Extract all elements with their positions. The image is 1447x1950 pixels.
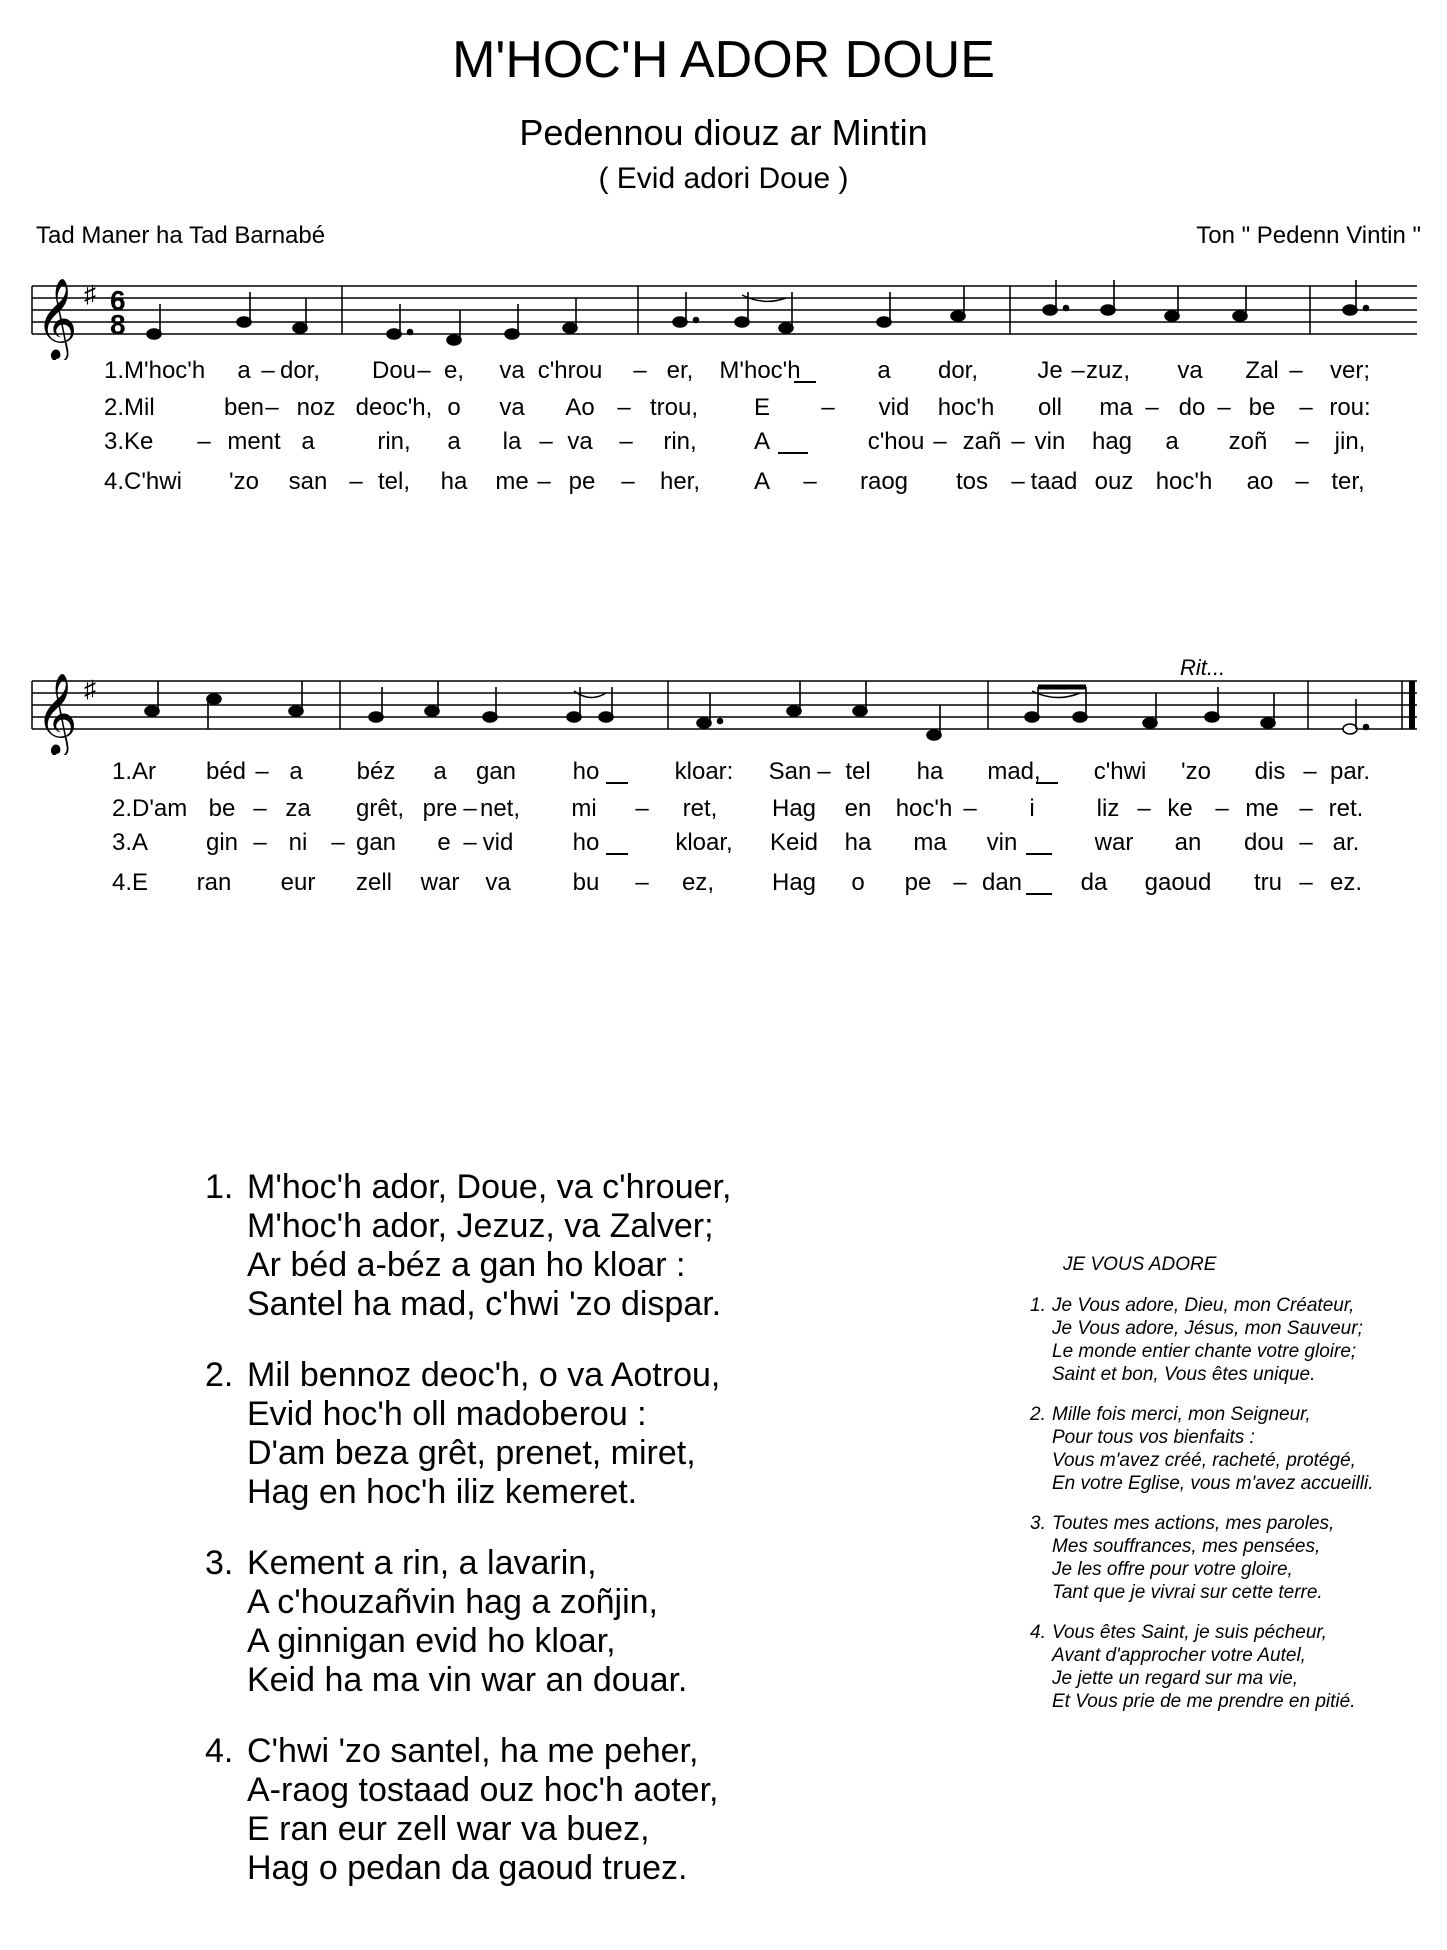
verse-line: Je Vous adore, Jésus, mon Sauveur; bbox=[1052, 1318, 1363, 1339]
note bbox=[483, 712, 497, 722]
lyric-syllable: ez. bbox=[1329, 869, 1363, 896]
lyric-syllable: tru bbox=[1253, 869, 1283, 896]
note bbox=[369, 712, 383, 722]
french-verse-1 bbox=[1030, 1294, 1374, 1386]
lyric-syllable: hag bbox=[1091, 428, 1133, 455]
lyric-syllable: hoc'h bbox=[895, 795, 953, 822]
verse-line: Vous êtes Saint, je suis pécheur, bbox=[1052, 1622, 1327, 1643]
lyric-syllable: Dou bbox=[371, 357, 417, 384]
verse-line: Mille fois merci, mon Seigneur, bbox=[1052, 1404, 1311, 1425]
verse-line: Je les offre pour votre gloire, bbox=[1052, 1559, 1293, 1580]
lyric-syllable: gan bbox=[355, 829, 397, 856]
lyric-syllable: tel, bbox=[377, 468, 411, 495]
lyric-syllable: me bbox=[495, 468, 529, 495]
lyric-syllable: ha bbox=[916, 758, 944, 785]
verse-line: Santel ha mad, c'hwi 'zo dispar. bbox=[247, 1285, 722, 1323]
note bbox=[697, 718, 711, 728]
lyric-syllable: A bbox=[753, 468, 771, 495]
lyric-syllable: a bbox=[433, 758, 447, 785]
note bbox=[207, 694, 221, 704]
note bbox=[1233, 311, 1247, 321]
lyric-syllable: par. bbox=[1329, 758, 1371, 785]
verse-line: Mes souffrances, mes pensées, bbox=[1052, 1536, 1321, 1557]
lyric-syllable: be bbox=[208, 795, 236, 822]
lyric-syllable: pe bbox=[904, 869, 932, 896]
lyric-syllable: mi bbox=[571, 795, 597, 822]
lyric-syllable: vin bbox=[1034, 428, 1066, 455]
lyric-syllable: pre bbox=[422, 795, 458, 822]
lyric-syllable: Keid bbox=[769, 829, 819, 856]
note bbox=[387, 329, 401, 339]
lyric-syllable: zell bbox=[355, 869, 393, 896]
lyric-syllable: ran bbox=[196, 869, 232, 896]
lyric-syllable: do bbox=[1178, 394, 1206, 421]
verse-line: Je jette un regard sur ma vie, bbox=[1052, 1668, 1299, 1689]
lyric-syllable: vid bbox=[878, 394, 910, 421]
verse-number: 2. bbox=[205, 1356, 234, 1394]
breton-verse-2 bbox=[205, 1356, 731, 1512]
lyric-syllable: net, bbox=[479, 795, 521, 822]
lyric-syllable: 3.Ke bbox=[104, 428, 154, 455]
lyric-syllable: Ao bbox=[565, 394, 595, 421]
song-subtitle: Pedennou diouz ar Mintin bbox=[519, 112, 928, 153]
lyric-syllable: dor, bbox=[937, 357, 979, 384]
lyric-syllable: zuz, bbox=[1085, 357, 1131, 384]
verse-line: Vous m'avez créé, racheté, protégé, bbox=[1052, 1450, 1356, 1471]
key-signature-sharp-icon: ♯ bbox=[84, 281, 96, 308]
lyric-syllable: a bbox=[301, 428, 315, 455]
song-subtitle-secondary: ( Evid adori Doue ) bbox=[598, 162, 849, 195]
note bbox=[1073, 712, 1087, 722]
note bbox=[147, 329, 161, 339]
lyric-syllable: a bbox=[1165, 428, 1179, 455]
lyric-syllable: e, bbox=[443, 357, 465, 384]
lyric-syllable: Je bbox=[1037, 357, 1063, 384]
lyric-syllable: ment bbox=[227, 428, 281, 455]
lyric-syllable: a bbox=[447, 428, 461, 455]
lyric-syllable: rin, bbox=[663, 428, 697, 455]
note bbox=[289, 706, 303, 716]
lyric-syllable: en bbox=[844, 795, 872, 822]
lyric-syllable: va bbox=[567, 428, 593, 455]
note bbox=[1025, 712, 1039, 722]
lyric-syllable: san bbox=[288, 468, 328, 495]
lyric-syllable: jin, bbox=[1334, 428, 1366, 455]
note bbox=[1143, 718, 1157, 728]
lyric-syllable: an bbox=[1174, 829, 1202, 856]
verse-number: 3. bbox=[205, 1544, 234, 1582]
verse-number: 4. bbox=[205, 1732, 234, 1770]
lyric-syllable: zoñ bbox=[1228, 428, 1268, 455]
lyric-syllable: ni bbox=[288, 829, 308, 856]
lyric-syllable: ter, bbox=[1331, 468, 1365, 495]
lyric-syllable: kloar: bbox=[674, 758, 734, 785]
lyric-syllable: noz bbox=[296, 394, 336, 421]
lyric-syllable: vid bbox=[482, 829, 514, 856]
lyric-syllable: da bbox=[1080, 869, 1108, 896]
note bbox=[927, 730, 941, 740]
verse-number: 1. bbox=[1030, 1295, 1046, 1316]
lyric-syllable: A bbox=[753, 428, 771, 455]
note bbox=[563, 323, 577, 333]
lyric-syllable: 4.C'hwi bbox=[104, 468, 182, 495]
verse-line: Hag en hoc'h iliz kemeret. bbox=[247, 1473, 638, 1511]
lyric-syllable: ha bbox=[440, 468, 468, 495]
lyric-syllable: her, bbox=[659, 468, 701, 495]
note bbox=[1205, 712, 1219, 722]
note bbox=[853, 706, 867, 716]
note bbox=[599, 712, 613, 722]
breton-verse-3 bbox=[205, 1544, 731, 1700]
lyric-syllable: San bbox=[768, 758, 812, 785]
note bbox=[1043, 305, 1057, 315]
treble-clef-icon: 𝄞 bbox=[36, 279, 78, 357]
time-signature-top: 6 bbox=[110, 285, 126, 316]
lyric-syllable: ha bbox=[844, 829, 872, 856]
lyric-syllable: taad bbox=[1030, 468, 1078, 495]
lyric-syllable: a bbox=[237, 357, 251, 384]
breton-verses bbox=[205, 1168, 731, 1920]
verse-line: Keid ha ma vin war an douar. bbox=[247, 1661, 688, 1699]
lyric-syllable: 2.D'am bbox=[112, 795, 188, 822]
verse-line: D'am beza grêt, prenet, miret, bbox=[247, 1434, 696, 1472]
french-verse-2 bbox=[1030, 1403, 1374, 1495]
lyric-syllable: c'hwi bbox=[1093, 758, 1147, 785]
lyric-syllable: war bbox=[1094, 829, 1134, 856]
verse-line: Hag o pedan da gaoud truez. bbox=[247, 1849, 688, 1887]
verse-number: 4. bbox=[1030, 1622, 1046, 1643]
verse-line: Le monde entier chante votre gloire; bbox=[1052, 1341, 1357, 1362]
key-signature-sharp-icon: ♯ bbox=[84, 676, 96, 703]
french-verse-4 bbox=[1030, 1621, 1374, 1713]
lyric-syllable: 3.A bbox=[112, 829, 149, 856]
verse-line: A c'houzañvin hag a zoñjin, bbox=[247, 1583, 659, 1621]
lyric-syllable: tel bbox=[845, 758, 871, 785]
lyric-syllable: va bbox=[485, 869, 511, 896]
verse-line: Et Vous prie de me prendre en pitié. bbox=[1052, 1691, 1356, 1712]
lyric-syllable: dis bbox=[1254, 758, 1286, 785]
verse-line: Tant que je vivrai sur cette terre. bbox=[1052, 1582, 1323, 1603]
lyric-syllable: hoc'h bbox=[937, 394, 995, 421]
breton-verse-4 bbox=[205, 1732, 731, 1888]
note bbox=[1101, 305, 1115, 315]
lyric-syllable: c'hou bbox=[867, 428, 925, 455]
lyric-syllable: mad, bbox=[987, 758, 1041, 785]
lyric-syllable: kloar, bbox=[675, 829, 733, 856]
lyric-syllable: Hag bbox=[771, 795, 817, 822]
lyric-syllable: a bbox=[877, 357, 891, 384]
lyric-syllable: ben bbox=[223, 394, 265, 421]
lyric-syllable: raog bbox=[859, 468, 909, 495]
note bbox=[505, 329, 519, 339]
lyric-syllable: dan bbox=[981, 869, 1023, 896]
lyric-syllable: za bbox=[285, 795, 311, 822]
lyric-syllable: rou: bbox=[1329, 394, 1371, 421]
note bbox=[1261, 718, 1275, 728]
verse-number: 2. bbox=[1030, 1404, 1046, 1425]
lyric-syllable: hoc'h bbox=[1155, 468, 1213, 495]
note bbox=[951, 311, 965, 321]
lyric-syllable: trou, bbox=[649, 394, 699, 421]
verse-line: Evid hoc'h oll madoberou : bbox=[247, 1395, 647, 1433]
verse-line: M'hoc'h ador, Doue, va c'hrouer, bbox=[247, 1168, 732, 1206]
lyric-syllable: béz bbox=[356, 758, 396, 785]
verse-line: En votre Eglise, vous m'avez accueilli. bbox=[1052, 1473, 1374, 1494]
verse-line: Toutes mes actions, mes paroles, bbox=[1052, 1513, 1335, 1534]
verse-number: 3. bbox=[1030, 1513, 1046, 1534]
note bbox=[779, 323, 793, 333]
note bbox=[237, 317, 251, 327]
lyric-syllable: ver; bbox=[1329, 357, 1371, 384]
note bbox=[1165, 311, 1179, 321]
lyric-syllable: Zal bbox=[1245, 357, 1279, 384]
lyric-syllable: M'hoc'h bbox=[719, 357, 801, 384]
time-signature-bottom: 8 bbox=[110, 309, 126, 340]
note bbox=[293, 323, 307, 333]
lyric-syllable: va bbox=[499, 394, 525, 421]
french-translation bbox=[1030, 1254, 1374, 1730]
lyric-syllable: eur bbox=[280, 869, 316, 896]
lyric-syllable: c'hrou bbox=[537, 357, 603, 384]
staff-system-2 bbox=[0, 655, 1447, 755]
lyric-syllable: 'zo bbox=[1181, 758, 1211, 785]
note bbox=[735, 317, 749, 327]
lyric-syllable: war bbox=[420, 869, 460, 896]
verse-line: A ginnigan evid ho kloar, bbox=[247, 1622, 616, 1660]
lyric-syllable: oll bbox=[1037, 394, 1063, 421]
lyric-syllable: ke bbox=[1167, 795, 1193, 822]
lyric-syllable: me bbox=[1245, 795, 1279, 822]
lyric-syllable: ho bbox=[572, 829, 600, 856]
lyric-syllable: la bbox=[502, 428, 522, 455]
lyric-syllable: ma bbox=[913, 829, 947, 856]
translation-title: JE VOUS ADORE bbox=[1063, 1254, 1217, 1275]
ritardando-marking: Rit... bbox=[1180, 655, 1226, 680]
lyric-syllable: zañ bbox=[962, 428, 1002, 455]
lyric-syllable: va bbox=[1177, 357, 1203, 384]
lyric-syllable: gan bbox=[475, 758, 517, 785]
lyric-syllable: bu bbox=[572, 869, 600, 896]
verse-line: Ar béd a-béz a gan ho kloar : bbox=[247, 1246, 686, 1284]
lyric-syllable: ret. bbox=[1328, 795, 1364, 822]
note bbox=[447, 335, 461, 345]
note bbox=[1343, 305, 1357, 315]
verse-line: Mil bennoz deoc'h, o va Aotrou, bbox=[247, 1356, 721, 1394]
lyric-syllable: deoc'h, bbox=[355, 394, 433, 421]
lyric-syllable: o bbox=[447, 394, 461, 421]
note bbox=[877, 317, 891, 327]
note bbox=[425, 706, 439, 716]
lyric-syllable: ho bbox=[572, 758, 600, 785]
lyric-syllable: ez, bbox=[681, 869, 715, 896]
lyric-syllable: ouz bbox=[1094, 468, 1134, 495]
lyric-syllable: tos bbox=[955, 468, 989, 495]
lyric-syllable: ar. bbox=[1332, 829, 1360, 856]
note bbox=[787, 706, 801, 716]
lyric-syllable: 1.Ar bbox=[112, 758, 157, 785]
lyric-syllable: ma bbox=[1099, 394, 1133, 421]
verse-line: C'hwi 'zo santel, ha me peher, bbox=[247, 1732, 699, 1770]
lyric-syllable: rin, bbox=[377, 428, 411, 455]
lyric-syllable: ret, bbox=[682, 795, 718, 822]
lyric-syllable: liz bbox=[1096, 795, 1120, 822]
verse-line: Avant d'approcher votre Autel, bbox=[1052, 1645, 1306, 1666]
lyric-syllable: 2.Mil bbox=[104, 394, 155, 421]
lyric-syllable: ao bbox=[1246, 468, 1274, 495]
lyric-syllable: Hag bbox=[771, 869, 817, 896]
note bbox=[673, 317, 687, 327]
lyric-syllable: e bbox=[437, 829, 451, 856]
breton-verse-1 bbox=[205, 1168, 731, 1324]
lyric-syllable: i bbox=[1029, 795, 1035, 822]
tune-credit: Ton " Pedenn Vintin " bbox=[1196, 222, 1421, 249]
composer-credit: Tad Maner ha Tad Barnabé bbox=[36, 222, 326, 249]
lyric-syllable: dor, bbox=[279, 357, 321, 384]
lyric-syllable: gaoud bbox=[1144, 869, 1212, 896]
note bbox=[145, 706, 159, 716]
lyric-syllable: pe bbox=[568, 468, 596, 495]
staff-system-1 bbox=[0, 260, 1447, 360]
lyric-syllable: 4.E bbox=[112, 869, 149, 896]
lyric-syllable: béd bbox=[205, 758, 247, 785]
lyric-syllable: er, bbox=[666, 357, 694, 384]
verse-line: Kement a rin, a lavarin, bbox=[247, 1544, 597, 1582]
lyric-syllable: 1.M'hoc'h bbox=[104, 357, 206, 384]
french-verse-3 bbox=[1030, 1512, 1374, 1604]
lyric-syllable: o bbox=[851, 869, 865, 896]
verse-line: M'hoc'h ador, Jezuz, va Zalver; bbox=[247, 1207, 714, 1245]
note bbox=[567, 712, 581, 722]
lyric-syllable: a bbox=[289, 758, 303, 785]
lyric-syllable: dou bbox=[1243, 829, 1285, 856]
lyric-syllable: va bbox=[499, 357, 525, 384]
lyric-syllable: 'zo bbox=[229, 468, 259, 495]
lyric-syllable: gin bbox=[205, 829, 239, 856]
half-note bbox=[1343, 724, 1357, 734]
verse-number: 1. bbox=[205, 1168, 234, 1206]
verse-line: E ran eur zell war va buez, bbox=[247, 1810, 650, 1848]
verse-line: Pour tous vos bienfaits : bbox=[1052, 1427, 1255, 1448]
lyric-syllable: E bbox=[753, 394, 771, 421]
lyric-syllable: vin bbox=[986, 829, 1018, 856]
verse-line: A-raog tostaad ouz hoc'h aoter, bbox=[247, 1771, 719, 1809]
lyric-syllable: be bbox=[1248, 394, 1276, 421]
treble-clef-icon: 𝄞 bbox=[36, 674, 78, 752]
song-title: M'HOC'H ADOR DOUE bbox=[452, 31, 995, 89]
lyric-syllable: grêt, bbox=[355, 795, 405, 822]
verse-line: Je Vous adore, Dieu, mon Créateur, bbox=[1052, 1295, 1355, 1316]
verse-line: Saint et bon, Vous êtes unique. bbox=[1052, 1364, 1316, 1385]
